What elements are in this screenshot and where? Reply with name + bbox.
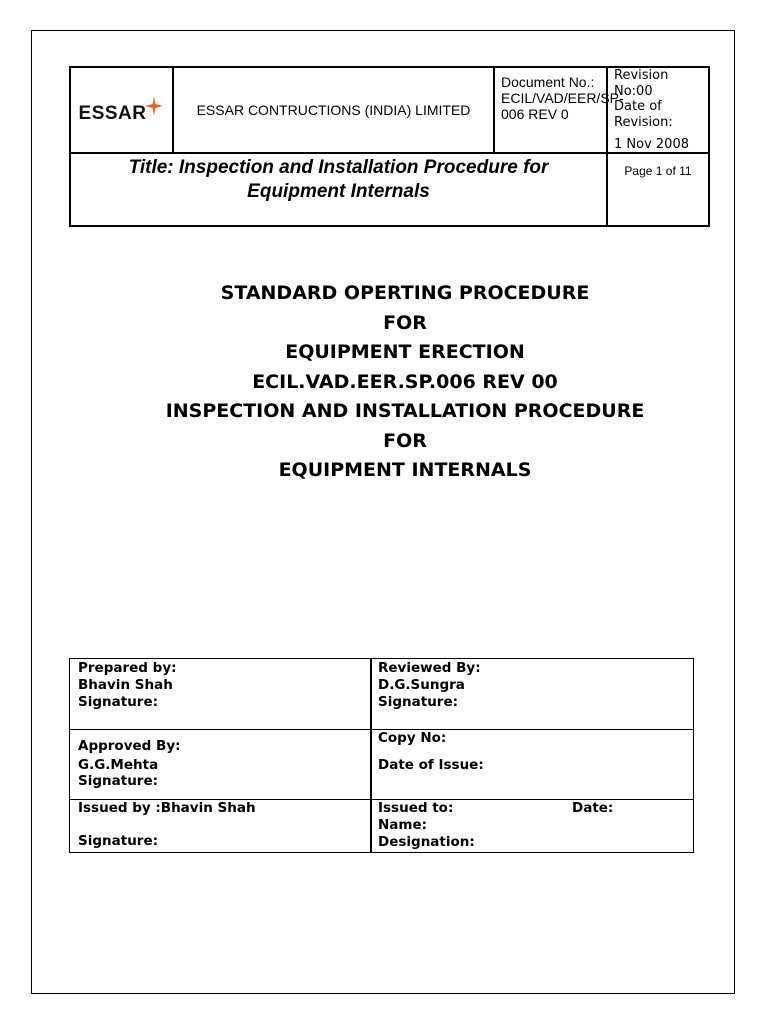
- issued-by-cell: [70, 800, 370, 850]
- procedure-title-line: FOR: [383, 311, 427, 334]
- copy-number-label: Copy No:: [378, 730, 447, 746]
- issued-to-row: [378, 800, 693, 817]
- essar-logo: [79, 95, 165, 125]
- procedure-title-line: EQUIPMENT INTERNALS: [278, 459, 532, 481]
- procedure-title-block: [69, 279, 741, 486]
- document-number-value: ECIL/VAD/EER/SP-006 REV 0: [501, 90, 624, 122]
- reviewed-by-cell: [370, 660, 693, 711]
- logo-text: ESSAR: [78, 103, 147, 124]
- issued-designation-label: Designation:: [378, 834, 475, 850]
- procedure-title-line: EQUIPMENT ERECTION: [285, 341, 525, 363]
- reviewed-by-name: D.G.Sungra: [378, 677, 465, 693]
- copy-info-cell: [370, 730, 693, 774]
- document-title: Title: Inspection and Installation Procedure for Equipment Internals: [71, 154, 608, 225]
- logo-cell: [71, 68, 174, 154]
- essar-star-icon: [144, 95, 164, 117]
- company-name: ESSAR CONTRUCTIONS (INDIA) LIMITED: [174, 68, 495, 154]
- reviewed-by-signature: Signature:: [378, 694, 459, 710]
- issued-by-signature: Signature:: [78, 833, 159, 849]
- issued-name-label: Name:: [378, 817, 428, 833]
- procedure-title-line: INSPECTION AND INSTALLATION PROCEDURE: [165, 400, 645, 422]
- approved-by-label: Approved By:: [78, 738, 181, 754]
- approved-by-name: G.G.Mehta: [78, 757, 159, 773]
- revision-date-label: Date of Revision:: [614, 99, 673, 130]
- document-number-label: Document No.:: [501, 74, 595, 90]
- prepared-by-name: Bhavin Shah: [78, 677, 173, 693]
- approved-by-signature: Signature:: [78, 773, 159, 789]
- document-number: [495, 68, 624, 154]
- reviewed-by-label: Reviewed By:: [378, 660, 481, 676]
- issued-to-label: Issued to:: [378, 800, 454, 816]
- prepared-by-cell: [70, 660, 370, 711]
- revision-info: [608, 68, 708, 154]
- date-of-issue-label: Date of Issue:: [378, 757, 484, 773]
- procedure-title-line: STANDARD OPERTING PROCEDURE: [220, 282, 590, 304]
- prepared-by-label: Prepared by:: [78, 660, 177, 676]
- issued-to-cell: [370, 800, 693, 851]
- issued-by-label: Issued by :Bhavin Shah: [78, 800, 256, 816]
- prepared-by-signature: Signature:: [78, 694, 159, 710]
- revision-number: Revision No:00: [614, 68, 669, 99]
- page-number: Page 1 of 11: [624, 164, 692, 178]
- approved-by-cell: [70, 738, 370, 790]
- procedure-title-line: ECIL.VAD.EER.SP.006 REV 00: [252, 370, 558, 393]
- signature-table: [69, 658, 694, 853]
- document-header-table: [69, 66, 710, 227]
- issued-date-label: Date:: [572, 800, 614, 816]
- revision-date: 1 Nov 2008: [614, 137, 689, 152]
- procedure-title-line: FOR: [383, 429, 427, 452]
